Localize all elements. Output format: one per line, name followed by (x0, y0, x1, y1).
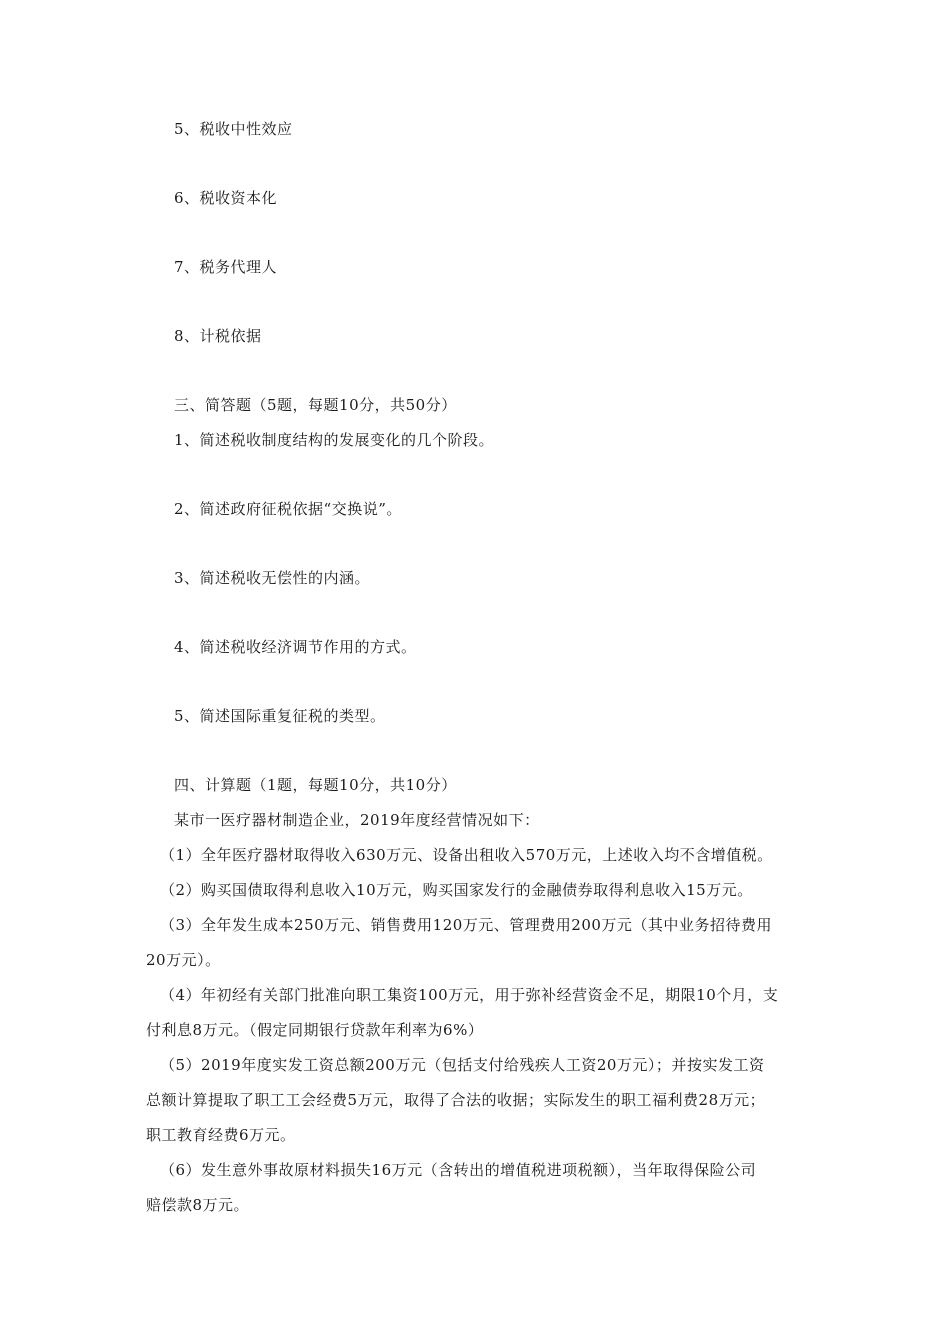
question-4: 4、简述税收经济调节作用的方式。 (174, 638, 417, 656)
calc-item-3: （3）全年发生成本250万元、销售费用120万元、管理费用200万元（其中业务招待费用 (160, 916, 772, 934)
calc-item-5-cont2: 职工教育经费6万元。 (146, 1126, 296, 1144)
calc-item-2: （2）购买国债取得利息收入10万元，购买国家发行的金融债券取得利息收入15万元。 (160, 881, 753, 899)
calc-item-1: （1）全年医疗器材取得收入630万元、设备出租收入570万元，上述收入均不含增值税。 (160, 846, 773, 864)
calc-item-5: （5）2019年度实发工资总额200万元（包括支付给残疾人工资20万元）；并按实发工资 (160, 1056, 765, 1074)
calc-item-4: （4）年初经有关部门批准向职工集资100万元，用于弥补经营资金不足，期限10个月，支 (160, 986, 779, 1004)
term-8: 8、计税依据 (174, 327, 262, 345)
calc-item-3-cont: 20万元）。 (146, 951, 221, 969)
section3-heading: 三、简答题（5题，每题10分，共50分） (174, 396, 457, 414)
calc-item-5-cont: 总额计算提取了职工工会经费5万元，取得了合法的收据；实际发生的职工福利费28万元； (146, 1091, 766, 1109)
term-6: 6、税收资本化 (174, 189, 278, 207)
section4-intro: 某市一医疗器材制造企业，2019年度经营情况如下： (174, 811, 540, 829)
calc-item-6-cont: 赔偿款8万元。 (146, 1196, 250, 1214)
term-7: 7、税务代理人 (174, 258, 278, 276)
term-5: 5、税收中性效应 (174, 120, 293, 138)
section4-heading: 四、计算题（1题，每题10分，共10分） (174, 776, 457, 794)
calc-item-6: （6）发生意外事故原材料损失16万元（含转出的增值税进项税额），当年取得保险公司 (160, 1161, 757, 1179)
question-2: 2、简述政府征税依据“交换说”。 (174, 500, 402, 518)
calc-item-4-cont: 付利息8万元。（假定同期银行贷款年利率为6%） (146, 1021, 484, 1039)
question-3: 3、简述税收无偿性的内涵。 (174, 569, 371, 587)
question-1: 1、简述税收制度结构的发展变化的几个阶段。 (174, 431, 495, 449)
question-5: 5、简述国际重复征税的类型。 (174, 707, 386, 725)
